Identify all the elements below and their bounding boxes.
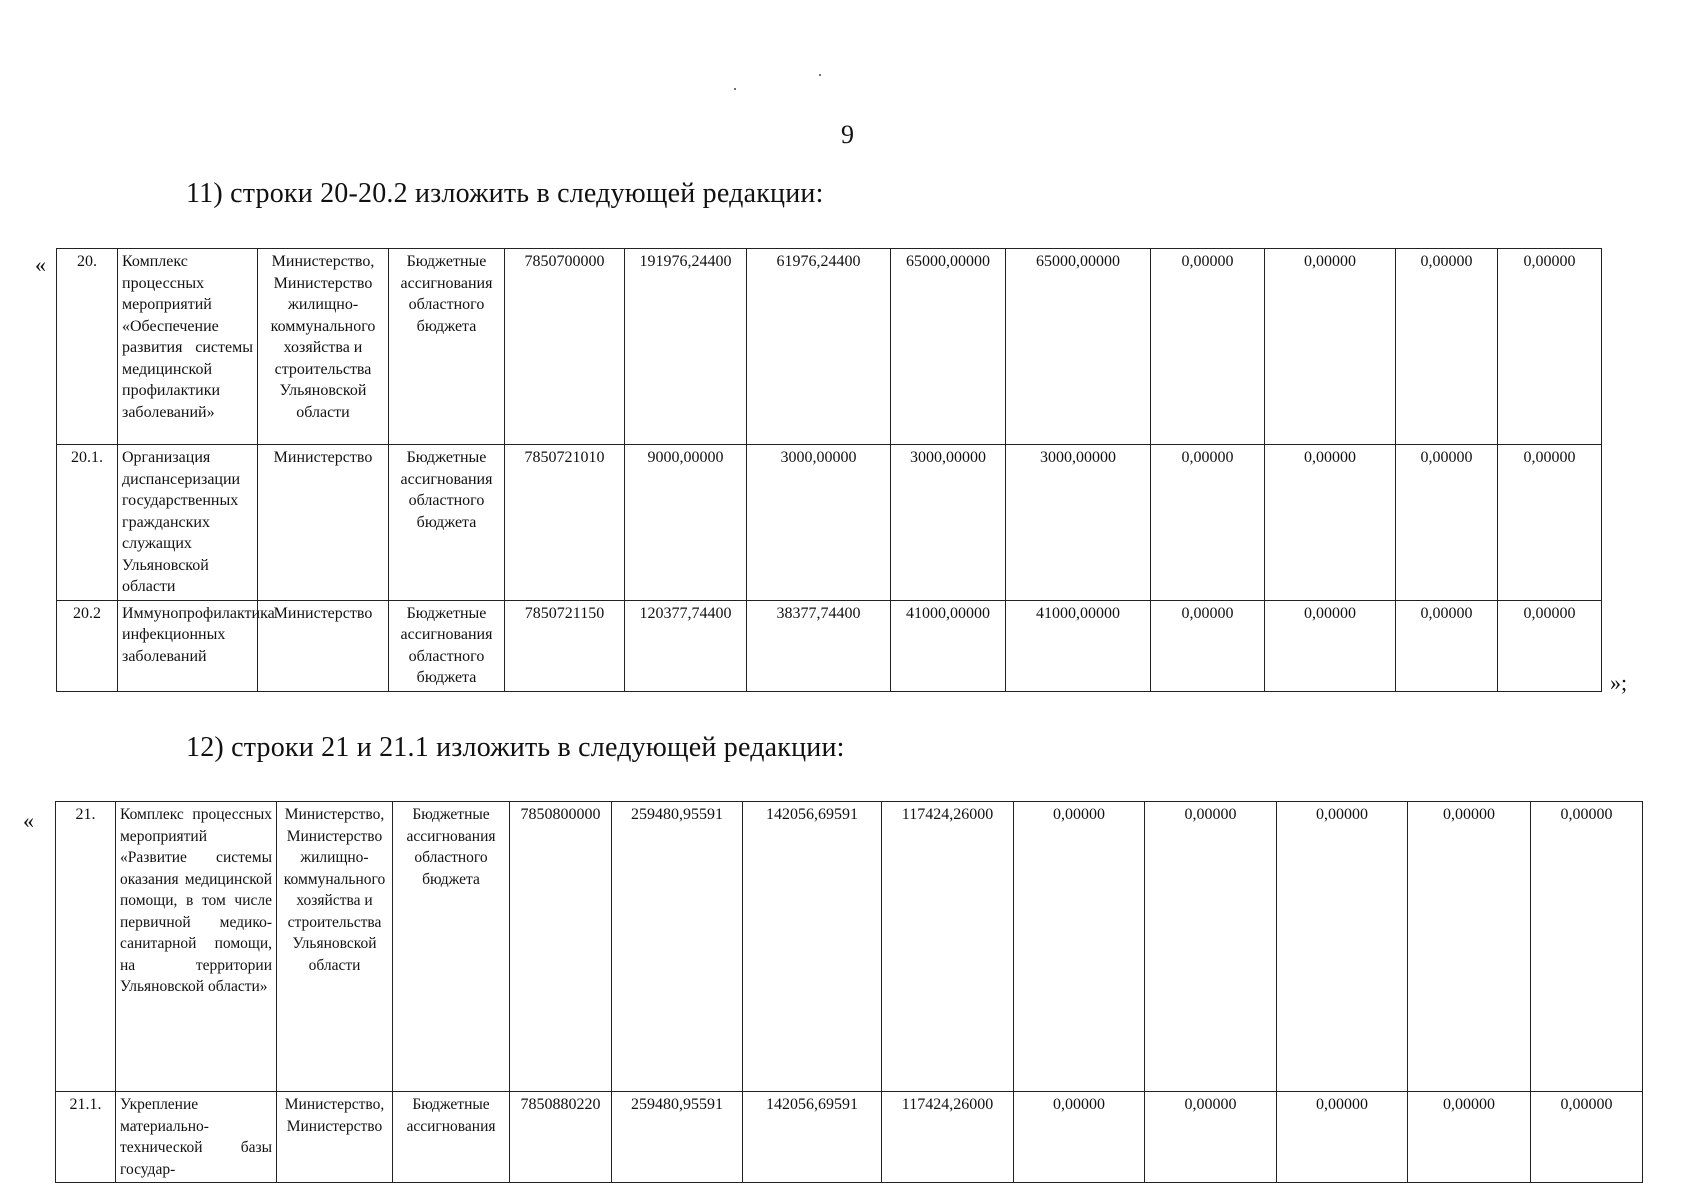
amount-value: 0,00000 bbox=[1498, 249, 1602, 445]
row-number: 21.1. bbox=[56, 1092, 116, 1183]
amount-value: 0,00000 bbox=[1396, 600, 1498, 691]
budget-table-rows-20 bbox=[56, 248, 1602, 692]
amount-value: 0,00000 bbox=[1014, 1092, 1145, 1183]
row-number: 20.2 bbox=[57, 600, 118, 691]
table-row bbox=[57, 249, 1602, 445]
amount-value: 0,00000 bbox=[1145, 802, 1277, 1092]
amount-value: 0,00000 bbox=[1277, 802, 1408, 1092]
row-number: 20. bbox=[57, 249, 118, 445]
amount-value: 0,00000 bbox=[1277, 1092, 1408, 1183]
amount-value: 0,00000 bbox=[1265, 445, 1396, 601]
amount-value: 41000,00000 bbox=[1006, 600, 1151, 691]
amount-value: 0,00000 bbox=[1265, 600, 1396, 691]
scan-speck bbox=[734, 88, 736, 90]
amount-value: 0,00000 bbox=[1498, 600, 1602, 691]
amount-value: 0,00000 bbox=[1151, 249, 1265, 445]
measure-name: Укрепление материально-технической базы государ- bbox=[116, 1092, 277, 1183]
open-quote: « bbox=[35, 252, 46, 277]
executor: Министерство, Министерство bbox=[277, 1092, 393, 1183]
section-heading: 12) строки 21 и 21.1 изложить в следующей редакции: bbox=[186, 732, 845, 763]
amount-total: 191976,24400 bbox=[625, 249, 747, 445]
measure-name: Комплекс процессных мероприятий «Развитие системы оказания медицинской помощи, в том числе первичной медико-санитарной помощи, на территории Ульяновской области» bbox=[116, 802, 277, 1092]
amount-value: 117424,26000 bbox=[882, 802, 1014, 1092]
amount-total: 259480,95591 bbox=[612, 1092, 743, 1183]
amount-value: 0,00000 bbox=[1498, 445, 1602, 601]
table-row bbox=[56, 802, 1643, 1092]
budget-code: 7850700000 bbox=[505, 249, 625, 445]
amount-value: 0,00000 bbox=[1265, 249, 1396, 445]
scan-speck bbox=[819, 74, 821, 76]
budget-table-rows-21 bbox=[55, 801, 1643, 1183]
budget-code: 7850721010 bbox=[505, 445, 625, 601]
amount-value: 65000,00000 bbox=[891, 249, 1006, 445]
executor: Министерство, Министерство жилищно-коммунального хозяйства и строительства Ульяновской области bbox=[258, 249, 389, 445]
row-number: 20.1. bbox=[57, 445, 118, 601]
amount-value: 142056,69591 bbox=[743, 802, 882, 1092]
amount-value: 0,00000 bbox=[1408, 802, 1531, 1092]
amount-value: 0,00000 bbox=[1408, 1092, 1531, 1183]
amount-value: 0,00000 bbox=[1145, 1092, 1277, 1183]
table-row bbox=[57, 600, 1602, 691]
executor: Министерство bbox=[258, 600, 389, 691]
amount-value: 3000,00000 bbox=[1006, 445, 1151, 601]
table-row bbox=[57, 445, 1602, 601]
funding-source: Бюджетные ассигнования областного бюджета bbox=[389, 600, 505, 691]
close-quote: »; bbox=[1610, 670, 1628, 695]
budget-code: 7850800000 bbox=[510, 802, 612, 1092]
row-number: 21. bbox=[56, 802, 116, 1092]
measure-name: Комплекс процессных мероприятий «Обеспечение развития системы медицинской профилактики заболеваний» bbox=[118, 249, 258, 445]
funding-source: Бюджетные ассигнования областного бюджета bbox=[389, 249, 505, 445]
page-number: 9 bbox=[841, 120, 854, 149]
funding-source: Бюджетные ассигнования bbox=[393, 1092, 510, 1183]
measure-name: Иммунопрофилактика инфекционных заболеваний bbox=[118, 600, 258, 691]
budget-code: 7850721150 bbox=[505, 600, 625, 691]
amount-total: 259480,95591 bbox=[612, 802, 743, 1092]
funding-source: Бюджетные ассигнования областного бюджета bbox=[393, 802, 510, 1092]
open-quote: « bbox=[23, 808, 34, 833]
amount-value: 65000,00000 bbox=[1006, 249, 1151, 445]
amount-value: 0,00000 bbox=[1531, 1092, 1643, 1183]
amount-total: 120377,74400 bbox=[625, 600, 747, 691]
executor: Министерство bbox=[258, 445, 389, 601]
amount-value: 117424,26000 bbox=[882, 1092, 1014, 1183]
amount-value: 0,00000 bbox=[1151, 445, 1265, 601]
table-row bbox=[56, 1092, 1643, 1183]
amount-value: 3000,00000 bbox=[747, 445, 891, 601]
amount-value: 61976,24400 bbox=[747, 249, 891, 445]
amount-value: 0,00000 bbox=[1396, 249, 1498, 445]
section-heading: 11) строки 20-20.2 изложить в следующей редакции: bbox=[186, 178, 824, 209]
amount-total: 9000,00000 bbox=[625, 445, 747, 601]
amount-value: 0,00000 bbox=[1396, 445, 1498, 601]
amount-value: 0,00000 bbox=[1014, 802, 1145, 1092]
amount-value: 38377,74400 bbox=[747, 600, 891, 691]
amount-value: 0,00000 bbox=[1531, 802, 1643, 1092]
amount-value: 3000,00000 bbox=[891, 445, 1006, 601]
executor: Министерство, Министерство жилищно-коммунального хозяйства и строительства Ульяновской области bbox=[277, 802, 393, 1092]
measure-name: Организация диспансеризации государственных гражданских служащих Ульяновской области bbox=[118, 445, 258, 601]
funding-source: Бюджетные ассигнования областного бюджета bbox=[389, 445, 505, 601]
amount-value: 41000,00000 bbox=[891, 600, 1006, 691]
budget-code: 7850880220 bbox=[510, 1092, 612, 1183]
amount-value: 142056,69591 bbox=[743, 1092, 882, 1183]
amount-value: 0,00000 bbox=[1151, 600, 1265, 691]
